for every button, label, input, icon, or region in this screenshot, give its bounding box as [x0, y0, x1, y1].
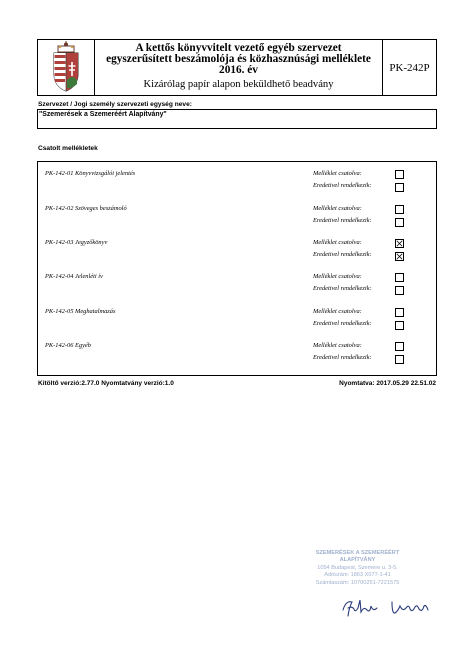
version-info: Kitöltő verzió:2.77.0 Nyomtatvány verzió:1.0	[38, 380, 174, 387]
attachment-label-06: PK-142-06 Egyéb	[45, 342, 91, 349]
original-checkbox-06[interactable]	[395, 355, 404, 364]
attached-checkbox-01[interactable]	[395, 170, 404, 179]
title-line-2: egyszerűsített beszámolója és közhasznúsági melléklete	[106, 53, 371, 65]
title-cell	[94, 40, 383, 95]
attached-label-05: Melléklet csatolva:	[313, 308, 362, 315]
check-x-icon	[396, 240, 403, 247]
organization-name-field[interactable]	[37, 109, 437, 129]
title-line-3: 2016. év	[219, 64, 258, 76]
form-title	[94, 43, 383, 76]
attached-checkbox-03[interactable]	[395, 239, 404, 248]
original-label-06: Eredetivel rendelkezik:	[313, 354, 372, 361]
stamp-line-5: Számlaszám: 10700251-7221575	[315, 579, 400, 586]
original-checkbox-05[interactable]	[395, 321, 404, 330]
organization-name-value: "Szemerések a Szemeréért Alapítvány"	[39, 111, 167, 118]
stamp-line-2: ALAPÍTVÁNY	[339, 557, 376, 564]
attachment-label-05: PK-142-05 Meghatalmazás	[45, 308, 116, 315]
attachments-heading: Csatolt mellékletek	[38, 145, 98, 152]
attachment-label-01: PK-142-01 Könyvvizsgálói jelentés	[45, 170, 136, 177]
organization-label: Szervezet / Jogi személy szervezeti egység neve:	[38, 101, 192, 108]
attached-checkbox-04[interactable]	[395, 273, 404, 282]
stamp-line-4: Adószám: 1863 X077-1-41	[324, 572, 391, 579]
form-subtitle: Kizárólag papír alapon beküldhető beadvány	[143, 79, 334, 90]
attached-label-02: Melléklet csatolva:	[313, 205, 362, 212]
original-checkbox-03[interactable]	[395, 252, 404, 261]
coat-of-arms-icon	[38, 40, 94, 95]
check-x-icon	[396, 253, 403, 260]
stamp-line-3: 1054 Budapest, Szemere u. 3-5.	[317, 564, 398, 571]
attachment-label-04: PK-142-04 Jelenléti ív	[45, 273, 103, 280]
attached-checkbox-02[interactable]	[395, 205, 404, 214]
form-header	[37, 39, 437, 96]
crest-cell	[38, 40, 95, 95]
handwritten-signature	[340, 594, 440, 620]
original-label-02: Eredetivel rendelkezik:	[313, 217, 372, 224]
attachment-label-03: PK-142-03 Jegyzőkönyv	[45, 239, 108, 246]
original-checkbox-01[interactable]	[395, 183, 404, 192]
organization-stamp	[300, 550, 415, 587]
original-label-05: Eredetivel rendelkezik:	[313, 320, 372, 327]
attachment-label-02: PK-142-02 Szöveges beszámoló	[45, 205, 127, 212]
original-checkbox-04[interactable]	[395, 286, 404, 295]
attached-checkbox-06[interactable]	[395, 342, 404, 351]
title-line-1: A kettős könyvvitelt vezető egyéb szervezet	[135, 42, 342, 54]
attached-label-06: Melléklet csatolva:	[313, 342, 362, 349]
stamp-line-1: SZEMERÉSEK A SZEMERÉÉRT	[315, 550, 400, 556]
attached-checkbox-05[interactable]	[395, 308, 404, 317]
original-checkbox-02[interactable]	[395, 218, 404, 227]
attached-label-04: Melléklet csatolva:	[313, 273, 362, 280]
attached-label-01: Melléklet csatolva:	[313, 170, 362, 177]
original-label-03: Eredetivel rendelkezik:	[313, 251, 372, 258]
attached-label-03: Melléklet csatolva:	[313, 239, 362, 246]
original-label-04: Eredetivel rendelkezik:	[313, 285, 372, 292]
print-timestamp: Nyomtatva: 2017.05.29 22.51.02	[339, 380, 436, 387]
form-code: PK-242P	[382, 40, 436, 95]
original-label-01: Eredetivel rendelkezik:	[313, 182, 372, 189]
attachments-box	[37, 161, 437, 376]
